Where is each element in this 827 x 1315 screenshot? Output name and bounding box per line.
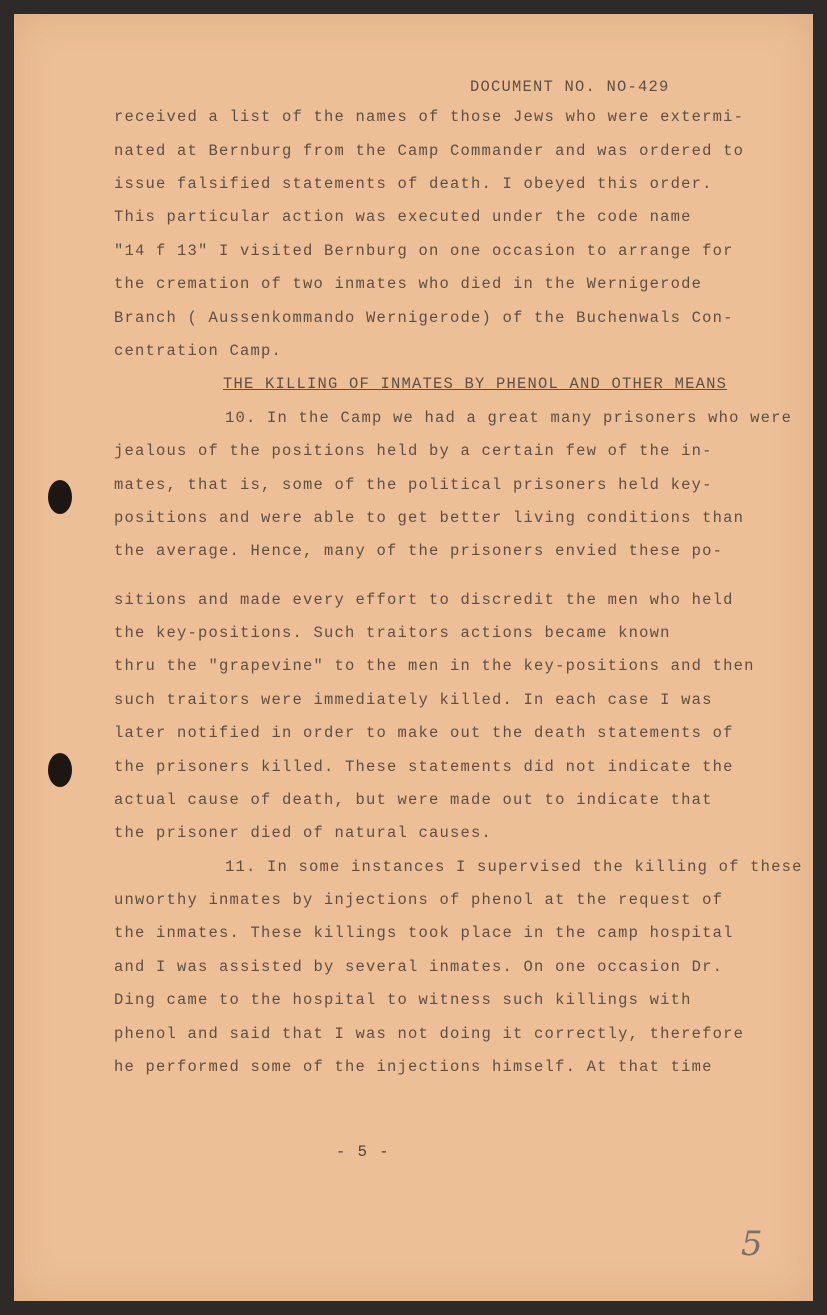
punch-hole xyxy=(48,480,72,514)
text-line: This particular action was executed under the code name xyxy=(114,208,692,226)
text-line: 11. In some instances I supervised the killing of these xyxy=(225,858,803,876)
text-line: he performed some of the injections himself. At that time xyxy=(114,1058,713,1076)
text-line: Branch ( Aussenkommando Wernigerode) of the Buchenwals Con- xyxy=(114,309,734,327)
punch-hole xyxy=(48,753,72,787)
text-line: nated at Bernburg from the Camp Commander and was ordered to xyxy=(114,142,745,160)
text-line: and I was assisted by several inmates. On one occasion Dr. xyxy=(114,958,724,976)
text-line: such traitors were immediately killed. In each case I was xyxy=(114,691,713,709)
text-line: Ding came to the hospital to witness such killings with xyxy=(114,991,692,1009)
text-line: received a list of the names of those Jews who were extermi- xyxy=(114,108,745,126)
text-line: later notified in order to make out the death statements of xyxy=(114,724,734,742)
page-number: - 5 - xyxy=(336,1143,391,1161)
text-line: positions and were able to get better living conditions than xyxy=(114,509,745,527)
text-line: 10. In the Camp we had a great many prisoners who were xyxy=(225,409,793,427)
text-line: sitions and made every effort to discredit the men who held xyxy=(114,591,734,609)
text-line: the key-positions. Such traitors actions became known xyxy=(114,624,671,642)
text-line: the inmates. These killings took place in the camp hospital xyxy=(114,924,734,942)
document-number: DOCUMENT NO. NO-429 xyxy=(470,78,670,96)
text-line: the prisoners killed. These statements did not indicate the xyxy=(114,758,734,776)
text-line: the cremation of two inmates who died in the Wernigerode xyxy=(114,275,703,293)
text-line: "14 f 13" I visited Bernburg on one occasion to arrange for xyxy=(114,242,734,260)
text-line: unworthy inmates by injections of phenol at the request of xyxy=(114,891,724,909)
text-line: centration Camp. xyxy=(114,342,283,360)
text-line: the average. Hence, many of the prisoners envied these po- xyxy=(114,542,724,560)
document-page xyxy=(14,14,813,1301)
text-line: actual cause of death, but were made out to indicate that xyxy=(114,791,713,809)
section-heading: THE KILLING OF INMATES BY PHENOL AND OTHER MEANS xyxy=(223,375,728,393)
text-line: mates, that is, some of the political prisoners held key- xyxy=(114,476,713,494)
text-line: thru the "grapevine" to the men in the key-positions and then xyxy=(114,657,755,675)
text-line: phenol and said that I was not doing it correctly, therefore xyxy=(114,1025,745,1043)
text-line: jealous of the positions held by a certain few of the in- xyxy=(114,442,713,460)
text-line: the prisoner died of natural causes. xyxy=(114,824,493,842)
handwritten-page-number: 5 xyxy=(741,1224,763,1264)
text-line: issue falsified statements of death. I obeyed this order. xyxy=(114,175,713,193)
